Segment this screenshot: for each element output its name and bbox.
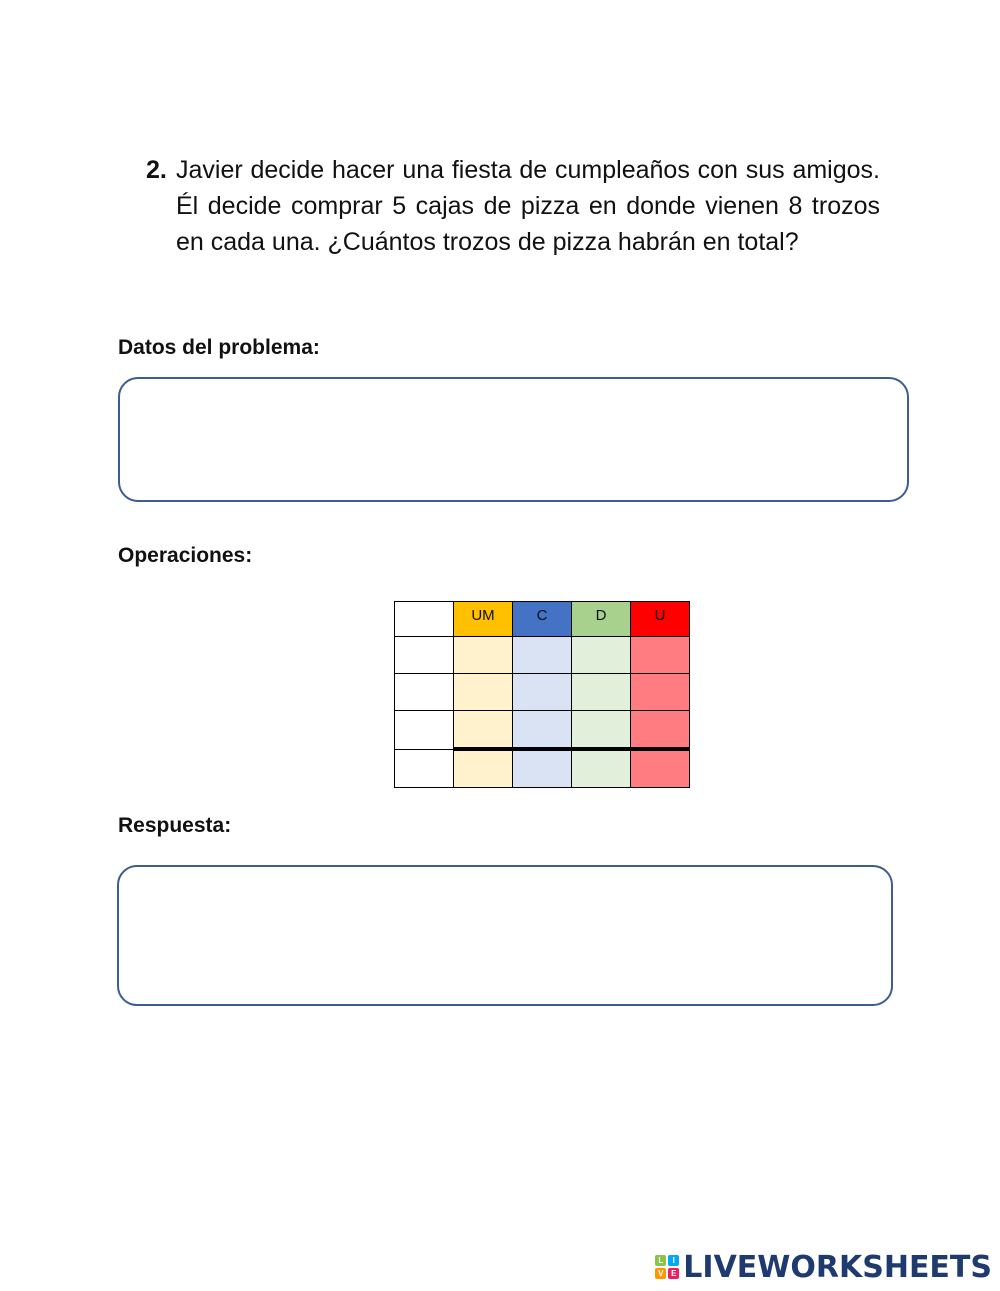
um-result-cell[interactable] [454, 749, 513, 788]
u-cell[interactable] [631, 674, 690, 711]
table-header-row [395, 602, 690, 637]
u-result-cell[interactable] [631, 749, 690, 788]
datos-answer-box[interactable] [118, 377, 909, 502]
row-label-cell[interactable] [395, 674, 454, 711]
column-header-c: C [513, 602, 572, 637]
u-cell[interactable] [631, 637, 690, 674]
table-corner-cell [395, 602, 454, 637]
d-cell[interactable] [572, 674, 631, 711]
table-row [395, 711, 690, 750]
place-value-table [394, 601, 690, 788]
operaciones-label: Operaciones: [118, 544, 253, 567]
table-row [395, 674, 690, 711]
datos-label: Datos del problema: [118, 336, 320, 359]
table-result-row [395, 749, 690, 788]
column-header-um: UM [454, 602, 513, 637]
c-cell[interactable] [513, 674, 572, 711]
um-cell[interactable] [454, 711, 513, 750]
problem-statement [146, 152, 880, 260]
d-cell[interactable] [572, 711, 631, 750]
um-cell[interactable] [454, 637, 513, 674]
problem-number: 2. [146, 156, 167, 184]
logo-text: LIVEWORKSHEETS [683, 1249, 992, 1285]
respuesta-answer-box[interactable] [117, 865, 893, 1006]
respuesta-label: Respuesta: [118, 814, 232, 837]
d-cell[interactable] [572, 637, 631, 674]
column-header-u: U [631, 602, 690, 637]
um-cell[interactable] [454, 674, 513, 711]
c-result-cell[interactable] [513, 749, 572, 788]
c-cell[interactable] [513, 711, 572, 750]
row-label-cell[interactable] [395, 637, 454, 674]
u-cell[interactable] [631, 711, 690, 750]
liveworksheets-logo [655, 1249, 992, 1285]
row-label-cell[interactable] [395, 711, 454, 750]
d-result-cell[interactable] [572, 749, 631, 788]
problem-text: Javier decide hacer una fiesta de cumpleaños con sus amigos. Él decide comprar 5 cajas de pizza en donde vienen 8 trozos en cada una. ¿Cuántos trozos de pizza habrán en total? [176, 156, 880, 256]
row-label-cell[interactable] [395, 749, 454, 788]
c-cell[interactable] [513, 637, 572, 674]
table-row [395, 637, 690, 674]
column-header-d: D [572, 602, 631, 637]
logo-mark-icon: L I V E [655, 1255, 679, 1279]
